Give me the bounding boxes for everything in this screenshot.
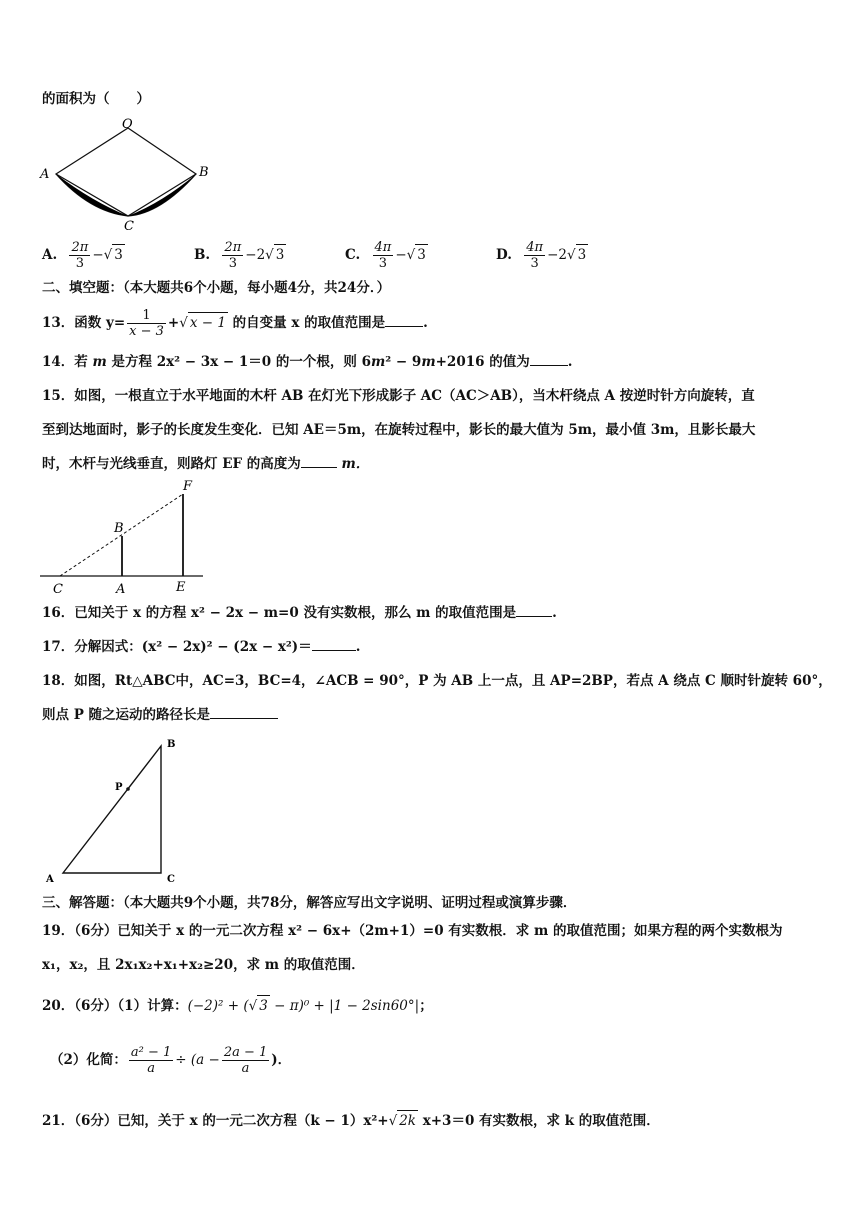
section-2-heading: 二、填空题：（本大题共6个小题，每小题4分，共24分．） <box>42 280 391 296</box>
question-15-line2: 至到达地面时，影子的长度发生变化．已知 AE＝5m，在旋转过程中，影长的最大值为 5m，最小值 3m，且影长最大 <box>42 422 756 438</box>
question-13: 13．函数 y= $\frac{1}{x - 3}$ +√ x − 1 的自变量 x 的取值范围是 . <box>42 308 428 339</box>
option-frac: $\frac{2\pi}{3}$ <box>71 240 89 271</box>
lamp-figure <box>38 476 208 598</box>
answer-blank[interactable] <box>530 353 568 366</box>
label-P: P <box>115 782 123 793</box>
label-B: B <box>199 165 209 180</box>
label-B: B <box>114 521 124 536</box>
label-A: A <box>116 582 126 597</box>
question-15-line1: 15．如图，一根直立于水平地面的木杆 AB 在灯光下形成影子 AC（AC＞AB），当木杆绕点 A 按逆时针方向旋转，直 <box>42 388 755 404</box>
sector-figure <box>38 116 213 234</box>
option-B[interactable]: B. $\frac{2\pi}{3}$ −2√ 3 <box>194 240 285 271</box>
answer-blank[interactable] <box>516 604 552 617</box>
question-18-line1: 18．如图，Rt△ABC中，AC=3，BC=4，∠ACB = 90°，P 为 AB 上一点，且 AP=2BP，若点 A 绕点 C 顺时针旋转 60°， <box>42 673 832 689</box>
question-18-line2: 则点 P 随之运动的路径长是 <box>42 705 278 725</box>
label-O: O <box>122 117 133 132</box>
label-E: E <box>176 580 186 595</box>
label-C: C <box>124 219 134 234</box>
question-21: 21．（6分）已知，关于 x 的一元二次方程（k − 1）x²+√ 2k x+3＝0 有实数根，求 k 的取值范围． <box>42 1110 660 1131</box>
label-C: C <box>53 582 63 597</box>
answer-blank[interactable] <box>301 455 337 468</box>
question-14: 14．若 m 是方程 2x² − 3x − 1＝0 的一个根，则 6m² − 9m+2016 的值为 . <box>42 354 573 370</box>
label-B: B <box>167 739 176 750</box>
label-F: F <box>183 479 193 494</box>
option-C[interactable]: C. $\frac{4\pi}{3}$ −√ 3 <box>345 240 426 271</box>
question-19-line1: 19．（6分）已知关于 x 的一元二次方程 x² − 6x+（2m+1）=0 有实数根．求 m 的取值范围；如果方程的两个实数根为 <box>42 923 783 939</box>
answer-blank[interactable] <box>312 638 356 651</box>
label-A: A <box>46 874 54 885</box>
question-20-part2: （2）化简： $\frac{\text{a² − 1}}{a}$ ÷ (a − $\frac{2a - 1}{a}$ )． <box>50 1045 292 1076</box>
triangle-figure <box>38 734 198 890</box>
question-19-line2: x₁，x₂，且 2x₁x₂+x₁+x₂≥20，求 m 的取值范围． <box>42 957 365 973</box>
option-frac: $\frac{4\pi}{3}$ <box>374 240 392 271</box>
option-A[interactable]: A. $\frac{2\pi}{3}$ −√ 3 <box>42 240 123 271</box>
answer-blank[interactable] <box>385 314 423 327</box>
question-17: 17．分解因式：(x² − 2x)² − (2x − x²)＝ . <box>42 639 361 655</box>
label-A: A <box>40 167 50 182</box>
answer-blank[interactable] <box>210 706 278 719</box>
question-16: 16．已知关于 x 的方程 x² − 2x − m=0 没有实数根，那么 m 的取值范围是 . <box>42 605 557 621</box>
question-20-part1: 20．（6分）（1）计算：(−2)² + (√ 3 − π)⁰ + |1 − 2sin60°|； <box>42 995 433 1016</box>
option-D[interactable]: D. $\frac{4\pi}{3}$ −2√ 3 <box>496 240 587 271</box>
section-3-heading: 三、解答题：（本大题共9个小题，共78分，解答应写出文字说明、证明过程或演算步骤． <box>42 895 577 911</box>
option-frac: $\frac{4\pi}{3}$ <box>526 240 544 271</box>
option-frac: $\frac{2\pi}{3}$ <box>224 240 242 271</box>
q12-tail: 的面积为（ ） <box>42 91 150 107</box>
label-C: C <box>167 874 175 885</box>
question-15-line3: 时，木杆与光线垂直，则路灯 EF 的高度为 m． <box>42 456 370 472</box>
